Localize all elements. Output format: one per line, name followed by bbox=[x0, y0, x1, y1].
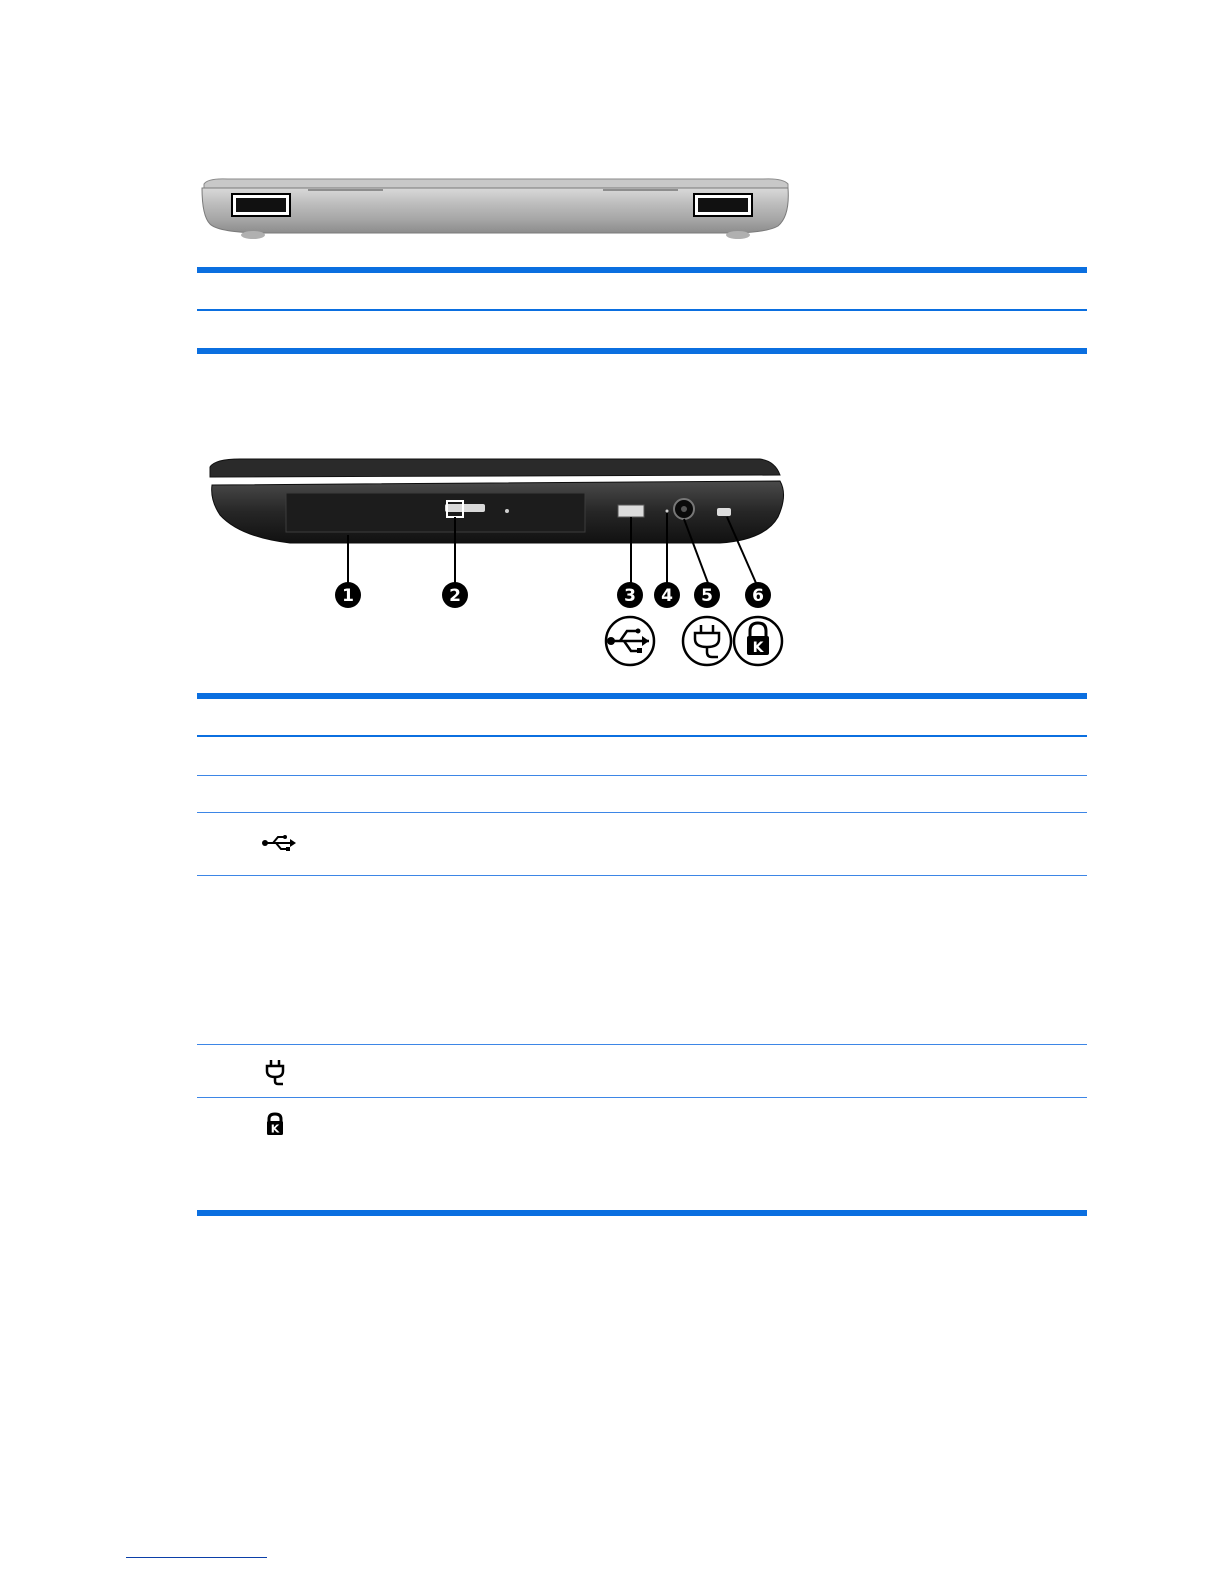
kensington-lock-icon bbox=[734, 617, 782, 665]
table-header-rule bbox=[197, 735, 1087, 737]
table-row-divider bbox=[197, 875, 1087, 876]
table-row-divider bbox=[197, 1044, 1087, 1045]
laptop-front-image bbox=[198, 176, 792, 242]
callout-4 bbox=[654, 582, 680, 608]
callout-2 bbox=[442, 582, 468, 608]
right-side-view-figure bbox=[200, 455, 800, 670]
callout-1 bbox=[335, 582, 361, 608]
svg-text:K: K bbox=[752, 640, 764, 656]
table-header-rule bbox=[197, 309, 1087, 311]
callout-6 bbox=[745, 582, 771, 608]
laptop-side-image bbox=[200, 455, 800, 670]
power-plug-icon bbox=[264, 1058, 286, 1091]
front-view-figure bbox=[198, 176, 792, 242]
table-bottom-rule bbox=[197, 1210, 1087, 1216]
table-row-divider bbox=[197, 1097, 1087, 1098]
table-top-rule bbox=[197, 693, 1087, 699]
speaker-right bbox=[694, 194, 752, 216]
usb-icon bbox=[606, 617, 654, 665]
kensington-lock-icon bbox=[264, 1112, 286, 1141]
callout-5 bbox=[694, 582, 720, 608]
usb-icon bbox=[262, 834, 298, 857]
svg-text:5: 5 bbox=[701, 586, 713, 606]
callout-3 bbox=[617, 582, 643, 608]
svg-text:1: 1 bbox=[342, 586, 354, 606]
svg-text:4: 4 bbox=[661, 586, 673, 606]
table-row-divider bbox=[197, 812, 1087, 813]
svg-text:K: K bbox=[270, 1122, 280, 1136]
footer-rule bbox=[126, 1557, 267, 1558]
power-plug-icon bbox=[683, 617, 731, 665]
table-row-divider bbox=[197, 775, 1087, 776]
table-top-rule bbox=[197, 267, 1087, 273]
svg-text:6: 6 bbox=[752, 586, 764, 606]
svg-text:3: 3 bbox=[624, 586, 636, 606]
table-bottom-rule bbox=[197, 348, 1087, 354]
svg-text:2: 2 bbox=[449, 586, 461, 606]
speaker-left bbox=[232, 194, 290, 216]
